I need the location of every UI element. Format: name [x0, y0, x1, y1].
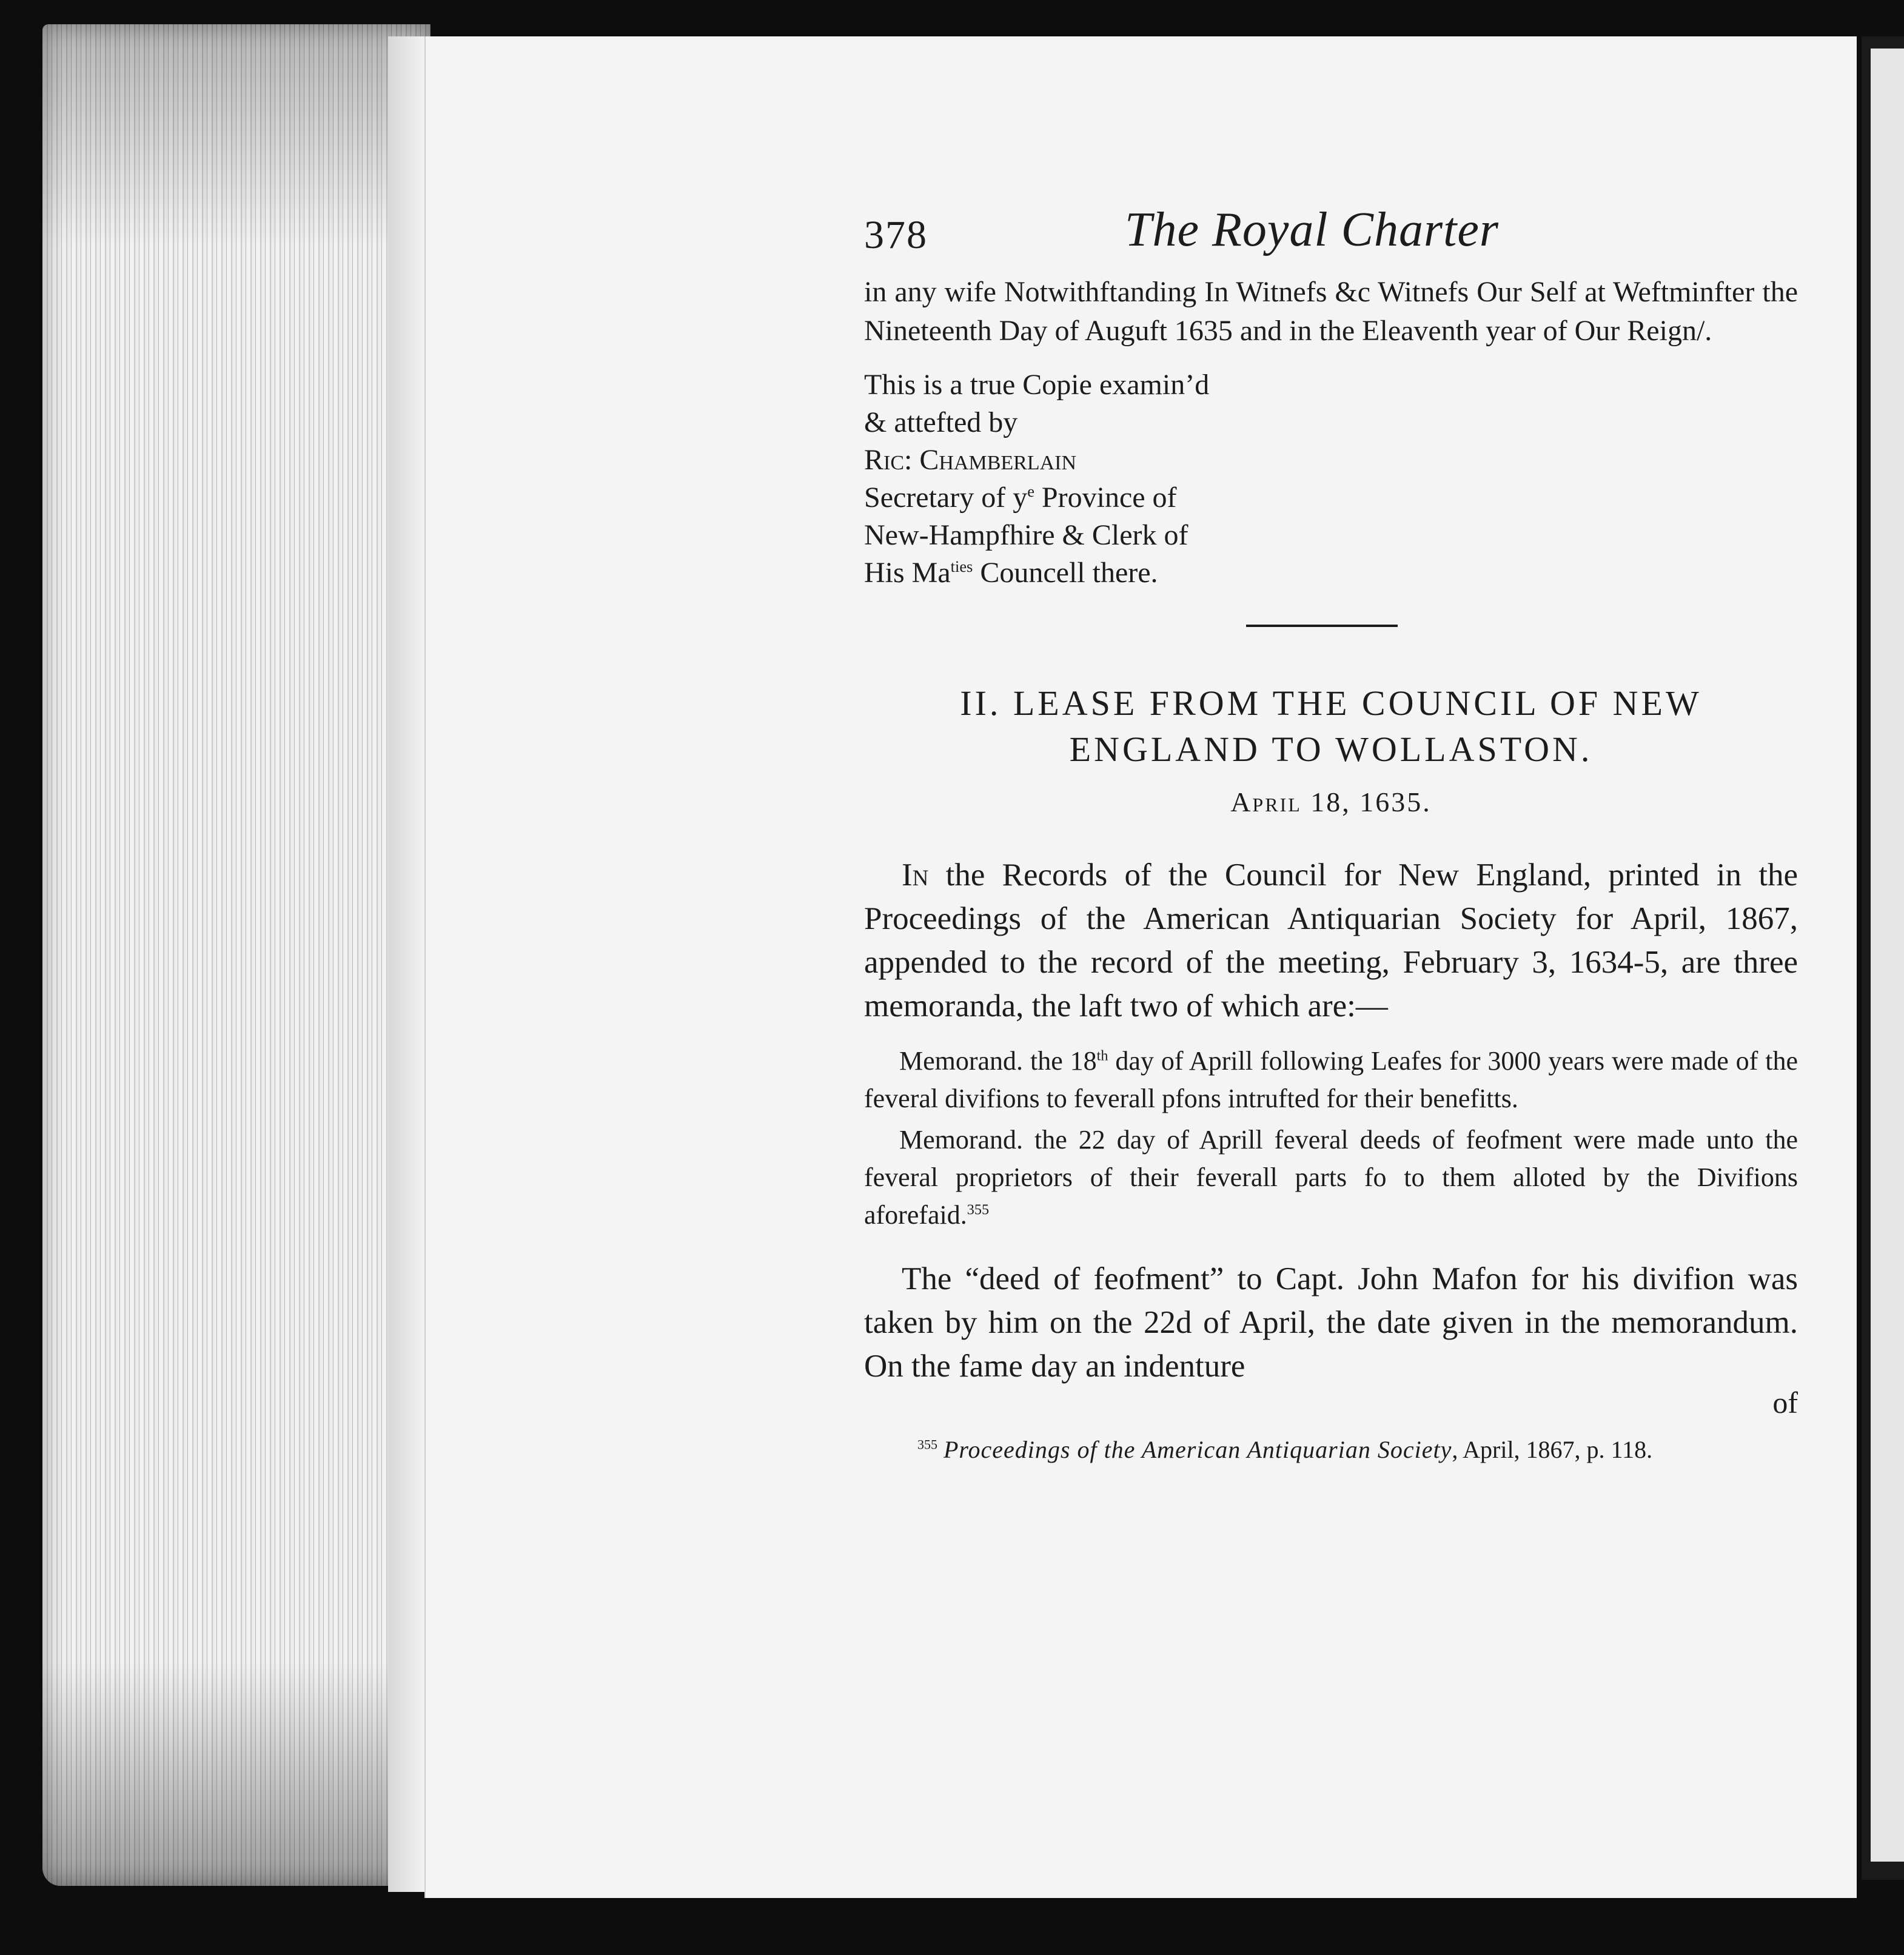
attestation-superscript: ties	[950, 557, 973, 575]
attestation-text: Councell there.	[973, 557, 1158, 589]
dropcap: In	[902, 857, 929, 893]
attestation-superscript: e	[1027, 482, 1034, 500]
attestation-text: Secretary of y	[864, 481, 1028, 514]
memorandum-text: day of Aprill following Leafes for 3000 years were made of the feveral divifions to feverall pfons intrufted for their benefitts.	[864, 1046, 1798, 1113]
charter-ending-text: in any wife Notwithftanding In Witnefs &c Witnefs Our Self at Weftminfter the Nineteenth Day of Auguft 1635 and in the Eleaventh year of Our Reign/.	[864, 276, 1798, 347]
attestation-signer: Ric: Chamberlain	[864, 444, 1077, 476]
next-page-sliver	[1871, 49, 1904, 1862]
page-number: 378	[864, 213, 928, 257]
memorandum	[864, 1121, 1798, 1234]
memorandum-text: Memorand. the 18	[899, 1046, 1097, 1076]
memorandum	[864, 1042, 1798, 1118]
attestation-text: His Ma	[864, 557, 951, 589]
running-head	[864, 200, 1798, 273]
attestation-line: New-Hampfhire & Clerk of	[864, 519, 1188, 551]
section-date: April 18, 1635.	[1230, 786, 1432, 817]
footnote-text: , April, 1867, p. 118.	[1452, 1436, 1653, 1463]
attestation-text: Province of	[1034, 481, 1177, 514]
attestation-line	[864, 479, 1798, 517]
footnote-reference: 355	[967, 1201, 990, 1218]
section-heading: II. LEASE FROM THE COUNCIL OF NEW ENGLAND TO WOLLASTON.	[960, 683, 1702, 769]
memorandum-text: Memorand. the 22 day of Aprill feveral deeds of feofment were made unto the feveral proprietors of their feverall parts fo to them alloted by the Divifions aforefaid.	[864, 1125, 1798, 1230]
attestation-block	[864, 366, 1798, 592]
intro-text: the Records of the Council for New England, printed in the Proceedings of the American Antiquarian Society for April, 1867, appended to the record of the meeting, February 3, 1634-5, are three memoranda, the laft two of which are:—	[864, 857, 1798, 1024]
page-content	[864, 200, 1798, 1464]
second-paragraph-text: The “deed of feofment” to Capt. John Mafon for his divifion was taken by him on the 22d of April, the date given in the memorandum. On the fame day an indenture	[864, 1261, 1798, 1384]
attestation-line: & attefted by	[864, 406, 1018, 438]
attestation-line: This is a true Copie examin’d	[864, 369, 1210, 401]
second-paragraph	[864, 1257, 1798, 1388]
section-divider	[1246, 625, 1398, 627]
footnote-number: 355	[917, 1437, 937, 1452]
catchword: of	[1772, 1386, 1798, 1420]
page-edges-shadow	[42, 24, 431, 1886]
intro-paragraph	[864, 853, 1798, 1028]
footnote	[864, 1435, 1798, 1464]
bottom-background	[376, 1898, 1904, 1955]
footnote-title: Proceedings of the American Antiquarian Society	[944, 1436, 1452, 1463]
memorandum-superscript: th	[1096, 1047, 1108, 1064]
attestation-line	[864, 554, 1798, 592]
memoranda-block	[864, 1042, 1798, 1234]
running-title: The Royal Charter	[1125, 203, 1499, 257]
